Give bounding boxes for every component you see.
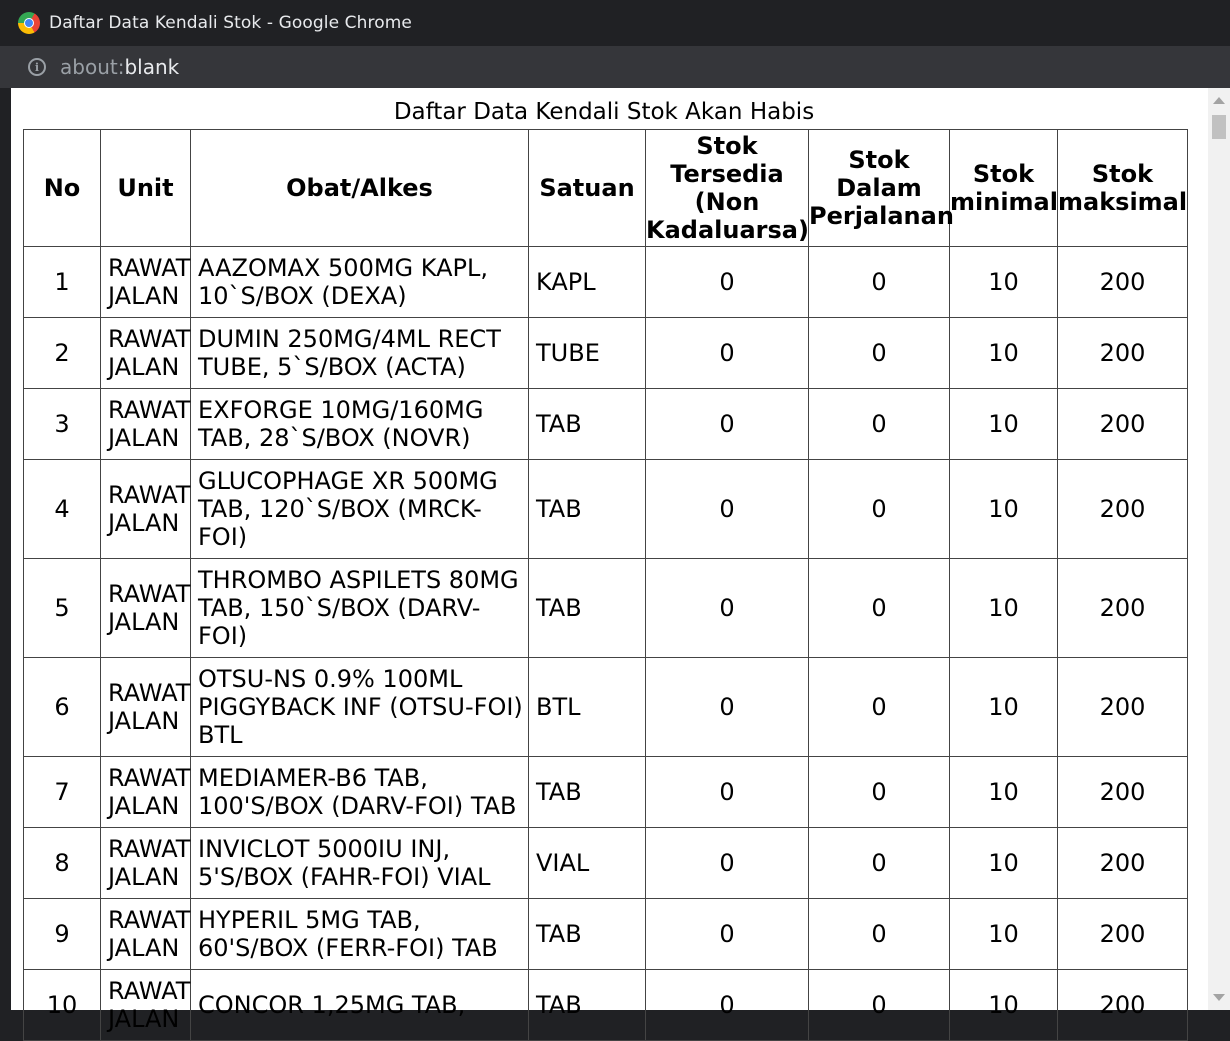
cell-uom: TAB: [529, 460, 646, 559]
cell-in-transit: 0: [809, 460, 950, 559]
url-scheme: about:: [60, 55, 125, 79]
column-header-unit: Unit: [101, 130, 191, 247]
column-header-max: Stok maksimal: [1058, 130, 1188, 247]
url-text[interactable]: [60, 55, 179, 79]
cell-no: 7: [24, 757, 101, 828]
address-bar[interactable]: [0, 46, 1230, 88]
cell-min: 10: [950, 389, 1058, 460]
cell-in-transit: 0: [809, 247, 950, 318]
column-header-no: No: [24, 130, 101, 247]
cell-uom: TAB: [529, 757, 646, 828]
cell-item: HYPERIL 5MG TAB, 60'S/BOX (FERR-FOI) TAB: [191, 899, 529, 970]
cell-max: 200: [1058, 658, 1188, 757]
cell-in-transit: 0: [809, 970, 950, 1041]
cell-no: 5: [24, 559, 101, 658]
cell-unit: RAWAT JALAN: [101, 318, 191, 389]
scroll-up-arrow-icon[interactable]: [1213, 97, 1225, 104]
page-title: Daftar Data Kendali Stok Akan Habis: [393, 99, 815, 125]
cell-min: 10: [950, 559, 1058, 658]
cell-unit: RAWAT JALAN: [101, 970, 191, 1041]
cell-uom: KAPL: [529, 247, 646, 318]
cell-max: 200: [1058, 247, 1188, 318]
cell-in-transit: 0: [809, 899, 950, 970]
table-row: [24, 828, 1188, 899]
cell-available: 0: [646, 247, 809, 318]
table-header-row: [24, 130, 1188, 247]
cell-unit: RAWAT JALAN: [101, 247, 191, 318]
cell-unit: RAWAT JALAN: [101, 828, 191, 899]
info-icon[interactable]: i: [28, 58, 46, 76]
cell-min: 10: [950, 460, 1058, 559]
cell-unit: RAWAT JALAN: [101, 757, 191, 828]
cell-uom: TAB: [529, 970, 646, 1041]
cell-uom: TAB: [529, 389, 646, 460]
cell-no: 1: [24, 247, 101, 318]
cell-no: 9: [24, 899, 101, 970]
scrollbar-thumb[interactable]: [1212, 115, 1226, 139]
cell-min: 10: [950, 970, 1058, 1041]
cell-unit: RAWAT JALAN: [101, 460, 191, 559]
cell-uom: BTL: [529, 658, 646, 757]
cell-max: 200: [1058, 970, 1188, 1041]
cell-no: 3: [24, 389, 101, 460]
scroll-down-arrow-icon[interactable]: [1213, 994, 1225, 1001]
cell-min: 10: [950, 899, 1058, 970]
cell-unit: RAWAT JALAN: [101, 899, 191, 970]
table-row: [24, 757, 1188, 828]
column-header-item: Obat/Alkes: [191, 130, 529, 247]
column-header-min: Stok minimal: [950, 130, 1058, 247]
cell-max: 200: [1058, 757, 1188, 828]
cell-available: 0: [646, 970, 809, 1041]
column-header-uom: Satuan: [529, 130, 646, 247]
cell-in-transit: 0: [809, 757, 950, 828]
url-host: blank: [124, 55, 180, 79]
column-header-in-transit: Stok Dalam Perjalanan: [809, 130, 950, 247]
cell-item: MEDIAMER-B6 TAB, 100'S/BOX (DARV-FOI) TAB: [191, 757, 529, 828]
cell-available: 0: [646, 318, 809, 389]
cell-unit: RAWAT JALAN: [101, 559, 191, 658]
cell-in-transit: 0: [809, 658, 950, 757]
cell-unit: RAWAT JALAN: [101, 389, 191, 460]
table-row: [24, 899, 1188, 970]
cell-item: CONCOR 1,25MG TAB,: [191, 970, 529, 1041]
cell-available: 0: [646, 559, 809, 658]
cell-uom: TAB: [529, 899, 646, 970]
cell-available: 0: [646, 658, 809, 757]
cell-min: 10: [950, 757, 1058, 828]
cell-available: 0: [646, 757, 809, 828]
cell-min: 10: [950, 828, 1058, 899]
cell-max: 200: [1058, 899, 1188, 970]
table-row: [24, 318, 1188, 389]
cell-available: 0: [646, 828, 809, 899]
vertical-scrollbar[interactable]: [1208, 88, 1230, 1010]
cell-min: 10: [950, 658, 1058, 757]
cell-item: INVICLOT 5000IU INJ, 5'S/BOX (FAHR-FOI) VIAL: [191, 828, 529, 899]
table-row: [24, 559, 1188, 658]
cell-max: 200: [1058, 318, 1188, 389]
cell-in-transit: 0: [809, 318, 950, 389]
cell-in-transit: 0: [809, 828, 950, 899]
cell-in-transit: 0: [809, 559, 950, 658]
table-row: [24, 247, 1188, 318]
cell-no: 8: [24, 828, 101, 899]
cell-no: 2: [24, 318, 101, 389]
cell-available: 0: [646, 389, 809, 460]
cell-min: 10: [950, 318, 1058, 389]
cell-uom: VIAL: [529, 828, 646, 899]
cell-uom: TUBE: [529, 318, 646, 389]
cell-available: 0: [646, 460, 809, 559]
stock-table: [23, 129, 1188, 1041]
chrome-logo-icon: [18, 12, 40, 34]
cell-max: 200: [1058, 389, 1188, 460]
cell-uom: TAB: [529, 559, 646, 658]
cell-item: EXFORGE 10MG/160MG TAB, 28`S/BOX (NOVR): [191, 389, 529, 460]
cell-max: 200: [1058, 460, 1188, 559]
table-row: [24, 970, 1188, 1041]
cell-max: 200: [1058, 559, 1188, 658]
cell-no: 4: [24, 460, 101, 559]
cell-no: 10: [24, 970, 101, 1041]
cell-unit: RAWAT JALAN: [101, 658, 191, 757]
page-content: [11, 88, 1230, 1033]
cell-item: OTSU-NS 0.9% 100ML PIGGYBACK INF (OTSU-FOI) BTL: [191, 658, 529, 757]
table-row: [24, 460, 1188, 559]
cell-no: 6: [24, 658, 101, 757]
cell-item: AAZOMAX 500MG KAPL, 10`S/BOX (DEXA): [191, 247, 529, 318]
column-header-available: Stok Tersedia (Non Kadaluarsa): [646, 130, 809, 247]
cell-available: 0: [646, 899, 809, 970]
table-row: [24, 658, 1188, 757]
title-bar: [0, 0, 1230, 46]
window-title: Daftar Data Kendali Stok - Google Chrome: [49, 13, 412, 33]
cell-min: 10: [950, 247, 1058, 318]
cell-item: DUMIN 250MG/4ML RECT TUBE, 5`S/BOX (ACTA): [191, 318, 529, 389]
cell-item: THROMBO ASPILETS 80MG TAB, 150`S/BOX (DARV-FOI): [191, 559, 529, 658]
cell-item: GLUCOPHAGE XR 500MG TAB, 120`S/BOX (MRCK-FOI): [191, 460, 529, 559]
cell-in-transit: 0: [809, 389, 950, 460]
table-row: [24, 389, 1188, 460]
cell-max: 200: [1058, 828, 1188, 899]
